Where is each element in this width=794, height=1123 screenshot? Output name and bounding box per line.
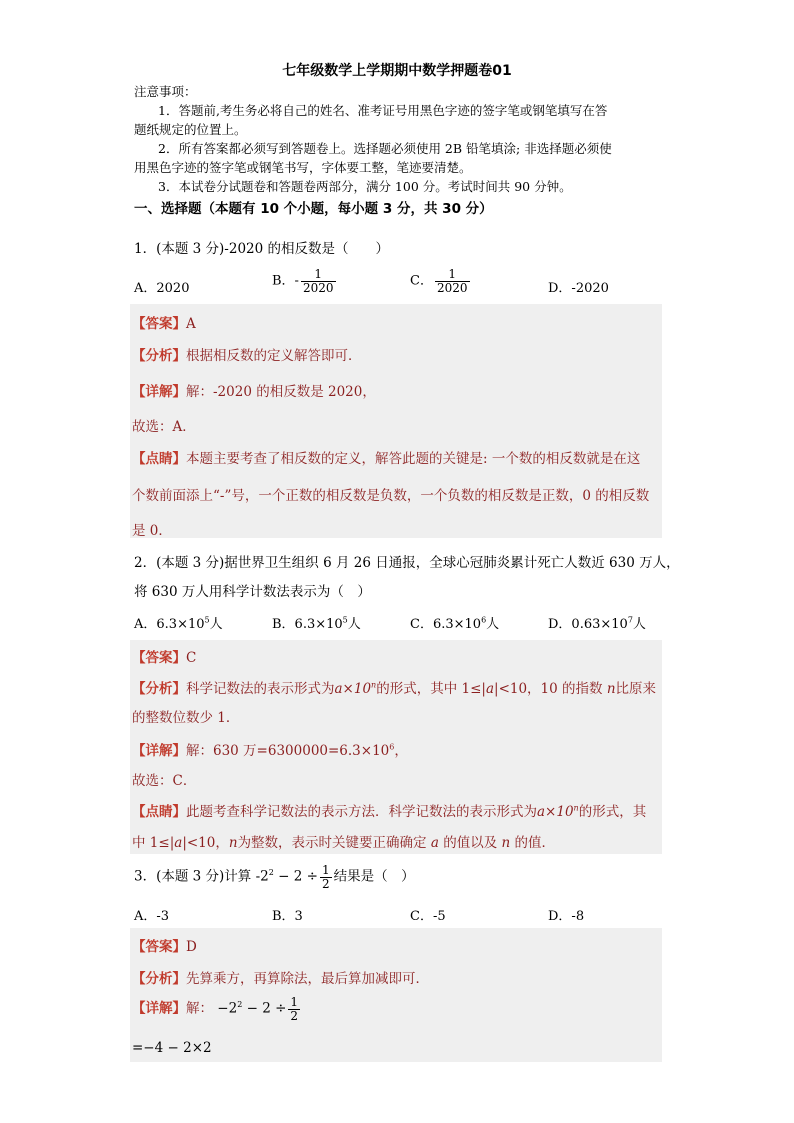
option-label: C． bbox=[410, 273, 433, 289]
stem-text: 结果是（ ） bbox=[333, 868, 415, 885]
option-label: D．0.63×10 bbox=[548, 617, 628, 632]
question-3-stem bbox=[134, 864, 415, 890]
analysis-text: |<10，10 的指数 bbox=[494, 681, 603, 697]
analysis-text: 比原来 bbox=[615, 681, 657, 697]
comment-text: 的值． bbox=[514, 835, 556, 851]
answer-row bbox=[132, 312, 196, 332]
comment-text: 中 1≤| bbox=[132, 835, 175, 851]
detail-text: ， bbox=[394, 743, 408, 759]
symbol-a: a bbox=[485, 681, 495, 697]
symbol-n: n bbox=[501, 835, 511, 851]
sci-notation bbox=[335, 681, 377, 697]
math-expr: -2 bbox=[255, 868, 269, 885]
analysis-row bbox=[132, 677, 656, 697]
page-title: 七年级数学上学期期中数学押题卷01 bbox=[282, 63, 512, 79]
exponent: 6 bbox=[389, 742, 395, 752]
symbol-a: a bbox=[174, 835, 183, 851]
fraction bbox=[435, 268, 470, 294]
analysis-row: 的整数位数少 1． bbox=[132, 710, 240, 726]
comment-text: 本题主要考查了相反数的定义，解答此题的关键是: 一个数的相反数就是在这 bbox=[186, 451, 641, 467]
comment-text: 的形式，其 bbox=[578, 804, 647, 820]
detail-text: 解： bbox=[186, 1000, 213, 1017]
sci-notation bbox=[537, 804, 579, 820]
exponent: 2 bbox=[268, 868, 274, 878]
q3-option-b: B．3 bbox=[272, 909, 303, 924]
analysis-tag: 【分析】 bbox=[132, 681, 186, 697]
denominator: 2020 bbox=[302, 280, 334, 295]
analysis-tag: 【分析】 bbox=[132, 971, 186, 987]
exponent: 5 bbox=[204, 615, 210, 625]
q2-option-a bbox=[134, 613, 223, 632]
answer-value: D bbox=[186, 939, 197, 955]
symbol-n: n bbox=[228, 835, 238, 851]
question-2-stem: 将 630 万人用科学计数法表示为（ ） bbox=[134, 584, 371, 600]
answer-row bbox=[132, 646, 196, 666]
choose-row: 故选：A． bbox=[132, 419, 196, 435]
notice-item: 题纸规定的位置上。 bbox=[134, 122, 247, 137]
notice-heading: 注意事项： bbox=[134, 84, 197, 99]
denominator: 2020 bbox=[436, 280, 468, 295]
comment-text: 此题考查科学记数法的表示方法．科学记数法的表示形式为 bbox=[186, 804, 537, 820]
notice-item: 1．答题前,考生务必将自己的姓名、准考证号用黑色字迹的签字笔或钢笔填写在答 bbox=[158, 103, 608, 118]
detail-row bbox=[132, 739, 408, 759]
analysis-row bbox=[132, 344, 362, 364]
numerator: 1 bbox=[301, 268, 336, 282]
answer-tag: 【答案】 bbox=[132, 939, 186, 955]
comment-row: 是 0． bbox=[132, 523, 172, 539]
math-expr: − 2 ÷ bbox=[242, 1000, 287, 1017]
analysis-tag: 【分析】 bbox=[132, 348, 186, 364]
option-label: A．6.3×10 bbox=[134, 617, 205, 632]
exponent: n bbox=[371, 680, 377, 690]
analysis-row bbox=[132, 967, 429, 987]
symbol-n: n bbox=[606, 681, 616, 697]
q3-solution-box bbox=[130, 928, 662, 1062]
sci-base: a×10 bbox=[334, 681, 372, 697]
detail-text: 解：630 万=6300000=6.3×10 bbox=[186, 743, 390, 759]
comment-row: 个数前面添上“-”号，一个正数的相反数是负数，一个负数的相反数是正数，0 的相反数 bbox=[132, 488, 650, 504]
answer-value: C bbox=[186, 650, 197, 666]
q3-option-d: D．-8 bbox=[548, 909, 585, 924]
fraction-half bbox=[288, 996, 300, 1022]
step-row: =−4 − 2×2 bbox=[132, 1040, 212, 1056]
exponent: 2 bbox=[237, 1000, 243, 1010]
question-2-stem: 2．(本题 3 分)据世界卫生组织 6 月 26 日通报，全球心冠肺炎累计死亡人数近 630 万人， bbox=[134, 555, 680, 571]
denominator: 2 bbox=[321, 876, 330, 891]
comment-text: 的值以及 bbox=[443, 835, 498, 851]
numerator: 1 bbox=[435, 268, 470, 282]
unit: 人 bbox=[209, 617, 223, 632]
comment-text: |<10， bbox=[182, 835, 229, 851]
sci-base: a×10 bbox=[537, 804, 574, 820]
q2-option-b bbox=[272, 613, 361, 632]
analysis-text: 的形式，其中 1≤| bbox=[376, 681, 486, 697]
q2-option-d bbox=[548, 613, 646, 632]
numerator: 1 bbox=[321, 863, 330, 877]
detail-tag: 【详解】 bbox=[132, 384, 186, 400]
exponent: 7 bbox=[627, 615, 633, 625]
comment-tag: 【点睛】 bbox=[132, 804, 186, 820]
detail-tag: 【详解】 bbox=[132, 743, 186, 759]
q1-option-a: A．2020 bbox=[134, 281, 190, 296]
analysis-text: 根据相反数的定义解答即可． bbox=[186, 348, 362, 364]
unit: 人 bbox=[486, 617, 500, 632]
detail-text: 解：-2020 的相反数是 2020， bbox=[186, 384, 376, 400]
answer-tag: 【答案】 bbox=[132, 650, 186, 666]
q1-option-d: D．-2020 bbox=[548, 281, 609, 296]
notice-item: 用黑色字迹的签字笔或钢笔书写，字体要工整，笔迹要清楚。 bbox=[134, 160, 472, 175]
exponent: n bbox=[573, 803, 579, 813]
option-label: B．6.3×10 bbox=[272, 617, 343, 632]
q1-option-b bbox=[272, 268, 338, 294]
answer-value: A bbox=[186, 316, 196, 332]
unit: 人 bbox=[632, 617, 646, 632]
comment-row bbox=[132, 447, 640, 467]
fraction bbox=[301, 268, 336, 294]
numerator: 1 bbox=[290, 995, 299, 1009]
analysis-text: 先算乘方，再算除法，最后算加减即可． bbox=[186, 971, 429, 987]
comment-row bbox=[132, 831, 555, 851]
answer-tag: 【答案】 bbox=[132, 316, 186, 332]
math-expr: −2 bbox=[213, 1000, 238, 1017]
q2-solution-box bbox=[130, 640, 662, 854]
comment-row bbox=[132, 800, 646, 820]
choose-row: 故选：C． bbox=[132, 773, 197, 789]
question-1-stem: 1．(本题 3 分)-2020 的相反数是（ ） bbox=[134, 241, 390, 257]
q3-option-c: C．-5 bbox=[410, 909, 446, 924]
detail-tag: 【详解】 bbox=[132, 1000, 186, 1017]
analysis-text: 科学记数法的表示形式为 bbox=[186, 681, 335, 697]
q1-option-c bbox=[410, 268, 472, 294]
option-label: B．- bbox=[272, 273, 299, 289]
answer-row bbox=[132, 935, 197, 955]
option-label: C．6.3×10 bbox=[410, 617, 482, 632]
unit: 人 bbox=[347, 617, 361, 632]
q1-solution-box bbox=[130, 304, 662, 538]
math-expr: − 2 ÷ bbox=[273, 868, 318, 885]
denominator: 2 bbox=[290, 1008, 299, 1023]
detail-row bbox=[132, 380, 376, 400]
comment-text: 为整数，表示时关键要正确确定 bbox=[237, 835, 427, 851]
section-heading: 一、选择题（本题有 10 个小题，每小题 3 分，共 30 分） bbox=[134, 201, 493, 217]
symbol-a: a bbox=[430, 835, 439, 851]
q3-option-a: A．-3 bbox=[134, 909, 170, 924]
comment-tag: 【点睛】 bbox=[132, 451, 186, 467]
notice-item: 3．本试卷分试题卷和答题卷两部分，满分 100 分。考试时间共 90 分钟。 bbox=[158, 179, 572, 194]
fraction-half bbox=[320, 864, 332, 890]
exponent: 6 bbox=[481, 615, 487, 625]
q2-option-c bbox=[410, 613, 499, 632]
exponent: 5 bbox=[342, 615, 348, 625]
detail-row bbox=[132, 996, 302, 1022]
stem-text: 3．(本题 3 分)计算 bbox=[134, 868, 252, 885]
notice-item: 2．所有答案都必须写到答题卷上。选择题必须使用 2B 铅笔填涂; 非选择题必须使 bbox=[158, 141, 612, 156]
